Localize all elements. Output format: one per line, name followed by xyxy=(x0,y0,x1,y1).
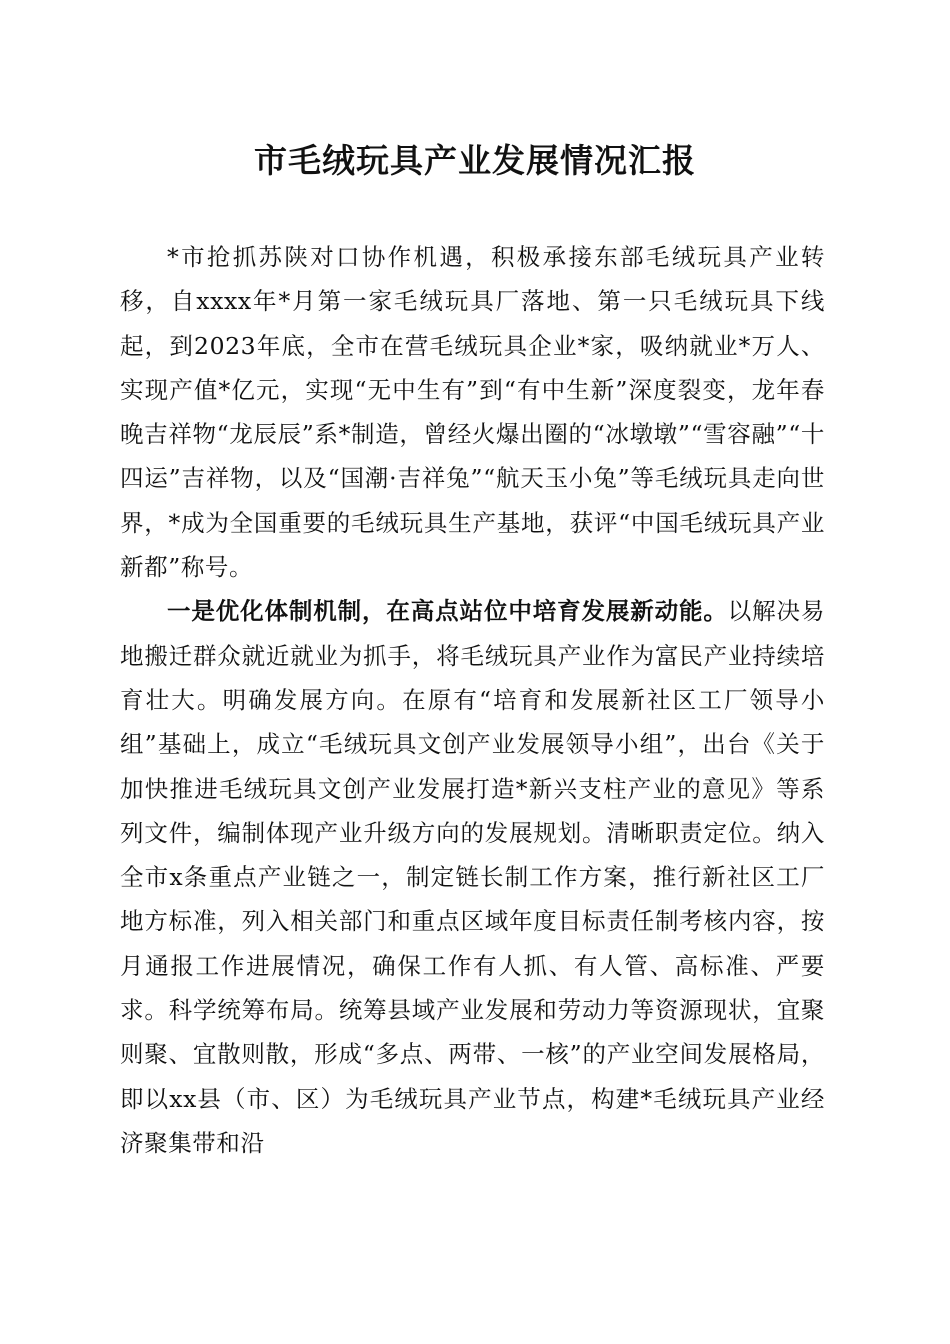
paragraph-intro-text: *市抢抓苏陕对口协作机遇，积极承接东部毛绒玩具产业转移，自xxxx年*月第一家毛绒玩具厂落地、第一只毛绒玩具下线起，到2023年底，全市在营毛绒玩具企业*家，吸纳就业*万人、实现产值*亿元，实现“无中生有”到“有中生新”深度裂变，龙年春晚吉祥物“龙辰辰”系*制造，曾经火爆出圈的“冰墩墩”“雪容融”“十四运”吉祥物，以及“国潮·吉祥兔”“航天玉小兔”等毛绒玩具走向世界，*成为全国重要的毛绒玩具生产基地，获评“中国毛绒玩具产业新都”称号。 xyxy=(120,243,825,582)
paragraph-section-one-text: 以解决易地搬迁群众就近就业为抓手，将毛绒玩具产业作为富民产业持续培育壮大。明确发展方向。在原有“培育和发展新社区工厂领导小组”基础上，成立“毛绒玩具文创产业发展领导小组”，出台《关于加快推进毛绒玩具文创产业发展打造*新兴支柱产业的意见》等系列文件，编制体现产业升级方向的发展规划。清晰职责定位。纳入全市x条重点产业链之一，制定链长制工作方案，推行新社区工厂地方标准，列入相关部门和重点区域年度目标责任制考核内容，按月通报工作进展情况，确保工作有人抓、有人管、高标准、严要求。科学统筹布局。统筹县域产业发展和劳动力等资源现状，宜聚则聚、宜散则散，形成“多点、两带、一核”的产业空间发展格局，即以xx县（市、区）为毛绒玩具产业节点，构建*毛绒玩具产业经济聚集带和沿 xyxy=(120,597,825,1157)
document-title: 市毛绒玩具产业发展情况汇报 xyxy=(254,141,696,180)
paragraph-section-one xyxy=(120,589,825,1165)
document-body xyxy=(120,235,825,1165)
paragraph-intro xyxy=(120,235,825,589)
paragraph-section-one-heading: 一是优化体制机制，在高点站位中培育发展新动能。 xyxy=(167,597,728,626)
